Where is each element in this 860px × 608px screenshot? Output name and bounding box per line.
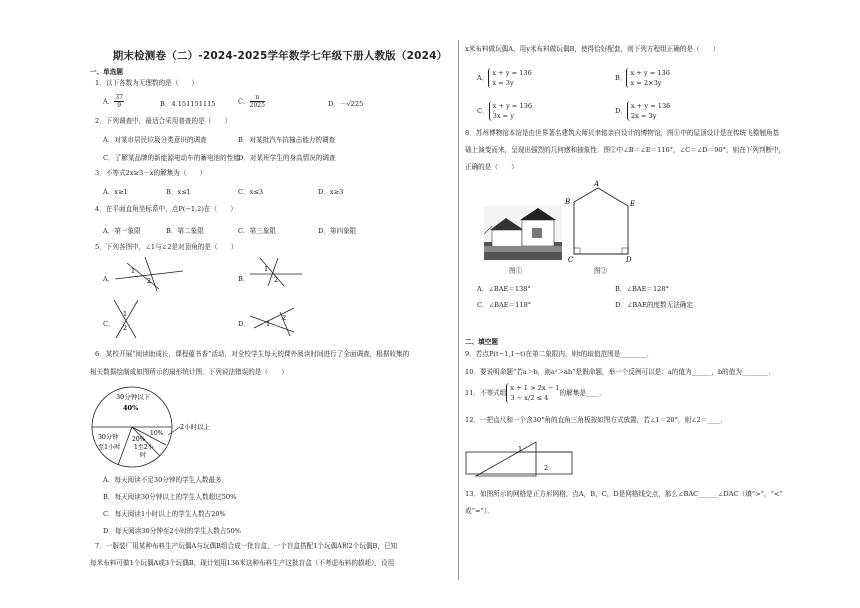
q3-option-b: B．x≤1: [166, 188, 191, 196]
q5-figure-a: [115, 257, 185, 291]
q7-line1: 7．一服装厂用某种布料生产玩偶A与玩偶B组合成一批盲盒，一个盲盒搭配1个玩偶A和2个玩偶B，已知: [95, 542, 398, 550]
q7-d-label: D．: [615, 107, 627, 115]
q1-c-num: π: [250, 94, 265, 102]
q3-option-a: A．x≥1: [103, 188, 128, 196]
q8-pentagon-figure: [562, 178, 642, 264]
q4-option-a: A．第一象限: [103, 227, 141, 235]
q12-angle-2: 2: [544, 464, 549, 472]
q6-option-b: B．每天阅读30分钟以上的学生人数超过50%: [103, 493, 237, 501]
pie-label-under30: 30分钟以下: [116, 393, 151, 401]
q8-fig2-caption: 图②: [594, 267, 608, 275]
point-C: C: [568, 256, 574, 264]
q4-option-c: C．第三象限: [238, 227, 277, 235]
q8-option-a: A．∠BAE＝138°: [477, 285, 531, 293]
q7-a-eq1: x + y = 136: [492, 69, 532, 77]
page-title: 期末检测卷（二）-2024-2025学年数学七年级下册人教版（2024）: [112, 50, 448, 62]
pie-pct-1-2h: 20%: [132, 436, 146, 443]
svg-text:1: 1: [123, 310, 128, 318]
q5-figure-c: [112, 298, 142, 340]
q7-line3: x米布料做玩偶A，用y米布料做玩偶B，使得恰好配套，则下列方程组正确的是（ ）: [465, 45, 720, 53]
q2-option-a: A．对某市居民垃圾分类意识的调查: [103, 136, 207, 144]
point-A: A: [594, 180, 600, 188]
pie-label-30-60a: 30分钟: [98, 434, 119, 441]
pie-label-over2h: 2小时以上: [180, 423, 211, 431]
q7-b-label: B．: [615, 74, 627, 82]
q12-ruler-triangle-figure: [464, 440, 576, 478]
q1-c-label: C．: [238, 97, 250, 106]
q13-line2: 或“=”）．: [465, 507, 494, 515]
q5-figure-d: [250, 302, 300, 336]
pie-pct-under30: 40%: [123, 404, 139, 412]
q1-a-fraction: [114, 94, 124, 109]
q5-figure-b: [250, 256, 310, 288]
q5-stem: 5．下列各图中，∠1与∠2是对顶角的是（ ）: [95, 243, 238, 251]
q7-c-eq2: 3x = y: [492, 112, 514, 120]
q7-line2: 每米布料可做1个玩偶A或3个玩偶B，现计划用136米这种布料生产这批盲盒（不考虑布料的损耗），设用: [90, 559, 395, 567]
q1-c-fraction: [250, 94, 265, 109]
q1-stem: 1．以下各数为无理数的是（ ）: [95, 79, 199, 87]
q2-option-d: D．对某班学生的身高情况的调查: [238, 154, 336, 162]
column-divider: [458, 40, 459, 580]
q6-pie-chart: [88, 383, 218, 471]
q11-system: [506, 383, 559, 403]
q6-stem-line1: 6．某校开展“阅读助成长，课程蕴书香”活动，对全校学生每天的课外阅读时间进行了全面调查，根据收集的: [95, 350, 410, 358]
q3-option-c: C．x≤3: [238, 188, 264, 196]
q1-a-den: 9: [117, 102, 122, 109]
q11-ineq1: x + 1 > 2x − 1: [510, 384, 560, 392]
pie-pct-2h: 10%: [150, 430, 164, 437]
q1-a-num: 37: [115, 94, 123, 101]
svg-text:2: 2: [282, 314, 287, 322]
q1-c-den: 2025: [249, 102, 265, 109]
q7-b-eq2: x = 2×3y: [630, 79, 662, 87]
svg-text:1: 1: [266, 320, 271, 328]
q1-option-c: [238, 94, 265, 109]
q7-a-system: [488, 68, 531, 88]
q7-option-a: [477, 68, 532, 88]
q3-option-d: D．x≥3: [318, 188, 344, 196]
q6-option-c: C．每天阅读1小时以上的学生人数占20%: [103, 510, 226, 518]
q6-option-d: D．每天阅读30分钟至2小时的学生人数占50%: [103, 527, 242, 535]
q9-text: 9．若点P(t−1,1−t)在第二象限内，则t的取值范围是________．: [465, 350, 654, 358]
q2-option-c: C．了解某品牌的新能源电动车的蓄电池的性能: [103, 154, 240, 162]
museum-photo: [484, 206, 562, 260]
q7-d-eq2: 2x = 3y: [630, 112, 657, 120]
q4-stem: 4．在平面直角坐标系中，点P(−1,2)在（ ）: [95, 205, 237, 213]
q6-stem-line2: 相关数据绘制成如图所示的扇形统计图．下列说法错误的是（ ）: [90, 368, 288, 376]
q7-option-c: [477, 101, 532, 121]
q12-angle-1: 1: [518, 445, 523, 453]
point-B: B: [565, 198, 571, 206]
q8-option-b: B．∠BAE＝128°: [615, 285, 669, 293]
q2-stem: 2．下列调查中，最适合采用普查的是（ ）: [95, 117, 232, 125]
q8-option-c: C．∠BAE＝118°: [477, 301, 532, 309]
q5-option-b: B．: [238, 275, 250, 283]
pie-label-1-2h-b: 时: [140, 452, 147, 459]
section-fill-heading: 二、填空题: [465, 338, 498, 346]
q7-c-system: [489, 101, 532, 121]
q7-b-eq1: x + y = 136: [630, 69, 670, 77]
q1-a-label: A．: [103, 97, 115, 106]
q5-option-d: D．: [238, 320, 250, 328]
q8-line1: 8．苏州博物馆本馆是由世界著名建筑大师贝聿铭亲自设计的博物馆，图①中的屋顶设计是在传统飞檐翘角基: [465, 129, 780, 137]
section-mc-heading: 一、单选题: [90, 68, 123, 76]
pie-label-1-2h-a: 1至2小: [134, 444, 154, 451]
q8-option-d: D．∠BAE的度数无法确定: [615, 301, 693, 309]
q13-line1: 13．如图所示的网格是正方形网格，点A，B，C，D是网格线交点，那么∠BAC______∠DAC（填“>”，“<”: [465, 490, 783, 498]
q5-option-c: C．: [103, 320, 115, 328]
q11-ineq2: 3 − x/2 ≤ 4: [510, 394, 549, 402]
svg-text:2: 2: [274, 276, 279, 284]
svg-text:1: 1: [131, 267, 136, 275]
q7-c-eq1: x + y = 136: [492, 102, 533, 110]
q1-option-a: [103, 94, 124, 109]
q11-text: [465, 383, 606, 403]
q4-option-d: D．第四象限: [318, 227, 357, 235]
q5-option-a: A．: [103, 275, 115, 283]
q8-fig1-caption: 图①: [509, 267, 523, 275]
q7-b-system: [626, 68, 669, 88]
q2-option-b: B．对某批汽车抗撞击能力的调查: [238, 136, 336, 144]
q7-option-d: [615, 101, 670, 121]
q7-d-eq1: x + y = 136: [630, 102, 671, 110]
q11-prefix: 11．不等式组: [465, 389, 507, 397]
q8-line3: 正确的是（ ）: [465, 163, 518, 171]
pie-label-30-60b: 至1小时: [98, 444, 121, 451]
q1-option-d: D．－√225: [328, 100, 364, 108]
q6-option-a: A．每天阅读不足30分钟的学生人数最多: [103, 476, 222, 484]
svg-text:1: 1: [264, 265, 269, 273]
svg-text:2: 2: [147, 277, 152, 285]
q10-text: 10．要说明命题“若a＞b，则a²＞ab”是假命题，举一个反例可以是：a的值为______，b的值为________．: [465, 368, 775, 376]
q12-text: 12．一把直尺和一个含30°角的直角三角板按如图方式放置，若∠1＝20°，则∠2＝____．: [465, 416, 728, 424]
q3-stem: 3．不等式2x≥3－x的解集为（ ）: [95, 169, 207, 177]
q7-a-label: A．: [477, 74, 489, 82]
q8-line2: 础上演变而来，呈现出强烈的几何感和抽象性．图②中∠B＝∠E＝116°，∠C＝∠D＝90°，则在下列判断中，: [465, 146, 786, 154]
q11-suffix: 的解集是____．: [559, 389, 606, 397]
svg-text:2: 2: [123, 324, 128, 332]
q7-c-label: C．: [477, 107, 489, 115]
q7-option-b: [615, 68, 670, 88]
q7-d-system: [627, 101, 670, 121]
q4-option-b: B．第二象限: [166, 227, 204, 235]
q7-a-eq2: x = 3y: [492, 79, 514, 87]
point-E: E: [630, 200, 636, 208]
point-D: D: [626, 256, 632, 264]
q1-option-b: B．4.151151115: [160, 100, 216, 108]
